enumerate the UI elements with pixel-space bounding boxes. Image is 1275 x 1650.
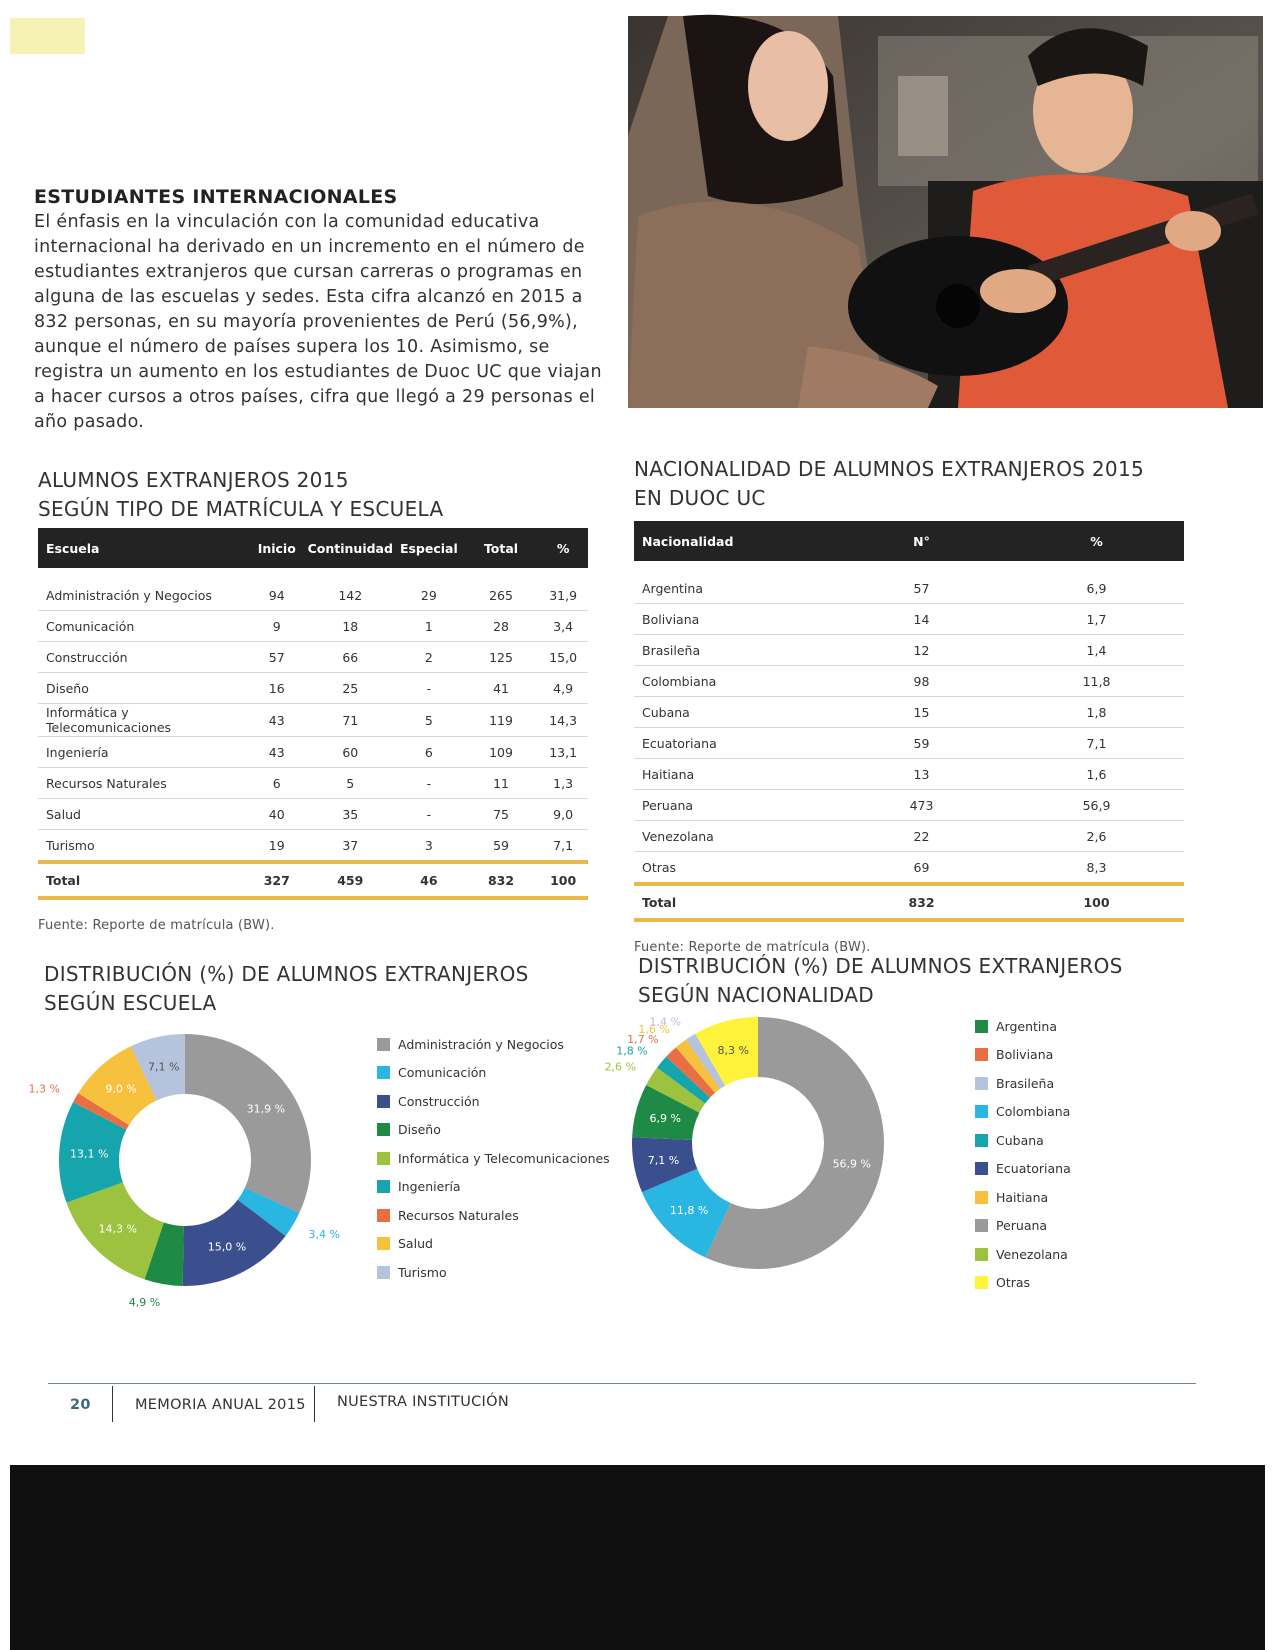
legend-swatch (975, 1105, 988, 1118)
legend-swatch (975, 1162, 988, 1175)
table1-value-cell: 6 (394, 737, 464, 768)
nationality-donut-chart (604, 1010, 940, 1300)
legend-swatch (377, 1266, 390, 1279)
intro-line: aunque el número de países supera los 10. Asimismo, se (34, 337, 550, 357)
legend-label: Otras (996, 1275, 1031, 1291)
table2-row (634, 759, 1184, 790)
table2-value-cell: 1,7 (1009, 604, 1184, 635)
table2-value-cell: 13 (834, 759, 1009, 790)
legend-label: Construcción (398, 1093, 480, 1109)
table2-total-row (634, 884, 1184, 920)
table2-total-cell: Total (634, 884, 834, 920)
table1-title-line2: SEGÚN TIPO DE MATRÍCULA Y ESCUELA (38, 497, 444, 521)
legend-label: Ingeniería (398, 1179, 461, 1195)
table2-value-cell: 1,8 (1009, 697, 1184, 728)
footer-divider (314, 1386, 315, 1422)
legend-swatch (975, 1048, 988, 1061)
table1-row (38, 642, 588, 673)
table1-value-cell: 31,9 (538, 580, 588, 611)
legend-item (377, 1030, 610, 1059)
table1-total-cell: 100 (538, 862, 588, 898)
legend-item (975, 1069, 1071, 1098)
table1-value-cell: 5 (307, 768, 394, 799)
table1-value-cell: 13,1 (538, 737, 588, 768)
table1-header-cell: Escuela (38, 528, 247, 568)
intro-line: 832 personas, en su mayoría provenientes de Perú (56,9%), (34, 312, 579, 332)
legend-label: Venezolana (996, 1246, 1068, 1262)
donut-data-label: 15,0 % (207, 1240, 247, 1254)
intro-line: El énfasis en la vinculación con la comunidad educativa (34, 212, 540, 232)
legend-swatch (377, 1152, 390, 1165)
sticky-note (10, 18, 85, 54)
legend-swatch (377, 1237, 390, 1250)
donut-data-label: 2,6 % (604, 1060, 637, 1074)
table2-value-cell: 6,9 (1009, 573, 1184, 604)
table1-header-cell: Inicio (247, 528, 307, 568)
table2-value-cell: 473 (834, 790, 1009, 821)
table2-row (634, 604, 1184, 635)
table1-value-cell: 43 (247, 737, 307, 768)
table2-row (634, 790, 1184, 821)
table2-label-cell: Colombiana (634, 666, 834, 697)
legend-label: Boliviana (996, 1047, 1054, 1063)
table2-label-cell: Venezolana (634, 821, 834, 852)
legend-swatch (377, 1123, 390, 1136)
table1-value-cell: 2 (394, 642, 464, 673)
table1-total-cell: 832 (464, 862, 538, 898)
legend-label: Cubana (996, 1132, 1044, 1148)
table2-value-cell: 1,4 (1009, 635, 1184, 666)
students-photo (628, 16, 1263, 408)
scan-background (10, 1465, 1265, 1650)
legend-label: Brasileña (996, 1075, 1055, 1091)
legend-swatch (975, 1248, 988, 1261)
table1-label-cell: Construcción (38, 642, 247, 673)
table1-value-cell: 37 (307, 830, 394, 863)
table1-value-cell: 66 (307, 642, 394, 673)
legend-item (975, 1012, 1071, 1041)
table2-row (634, 573, 1184, 604)
table1-label-cell: Ingeniería (38, 737, 247, 768)
table1-value-cell: 1,3 (538, 768, 588, 799)
legend-item (975, 1126, 1071, 1155)
donut-data-label: 1,3 % (28, 1082, 60, 1096)
table2-title-line1: NACIONALIDAD DE ALUMNOS EXTRANJEROS 2015 (634, 457, 1144, 481)
table2-value-cell: 7,1 (1009, 728, 1184, 759)
intro-line: alguna de las escuelas y sedes. Esta cifra alcanzó en 2015 a (34, 287, 583, 307)
table1-value-cell: 60 (307, 737, 394, 768)
legend-swatch (377, 1180, 390, 1193)
donut-data-label: 7,1 % (148, 1060, 180, 1074)
legend-item (377, 1144, 610, 1173)
table1-value-cell: - (394, 799, 464, 830)
table2-value-cell: 12 (834, 635, 1009, 666)
table2-source: Fuente: Reporte de matrícula (BW). (634, 940, 871, 955)
section-title: ESTUDIANTES INTERNACIONALES (34, 186, 398, 208)
legend-swatch (975, 1276, 988, 1289)
table1-total-row (38, 862, 588, 898)
table1-value-cell: - (394, 673, 464, 704)
table2-row (634, 728, 1184, 759)
legend-swatch (377, 1095, 390, 1108)
footer-report-title: MEMORIA ANUAL 2015 (135, 1397, 306, 1413)
donut-data-label: 31,9 % (246, 1102, 286, 1116)
table2-value-cell: 98 (834, 666, 1009, 697)
donut-data-label: 1,8 % (616, 1044, 648, 1058)
table1-value-cell: 265 (464, 580, 538, 611)
table1-title (38, 466, 443, 524)
table1-value-cell: 3 (394, 830, 464, 863)
table1-label-cell: Turismo (38, 830, 247, 863)
table1-total-cell: 46 (394, 862, 464, 898)
legend-item (975, 1240, 1071, 1269)
legend-label: Ecuatoriana (996, 1161, 1071, 1177)
legend-item (377, 1201, 610, 1230)
table1-label-cell: Comunicación (38, 611, 247, 642)
table2-value-cell: 1,6 (1009, 759, 1184, 790)
table1-value-cell: 18 (307, 611, 394, 642)
legend-label: Colombiana (996, 1104, 1071, 1120)
donut-data-label: 9,0 % (105, 1082, 137, 1096)
table1-row (38, 830, 588, 863)
table1-header-cell: Continuidad (307, 528, 394, 568)
table1-total-cell: Total (38, 862, 247, 898)
footer-rule (48, 1383, 1196, 1384)
table2-label-cell: Brasileña (634, 635, 834, 666)
table1-value-cell: 15,0 (538, 642, 588, 673)
legend-item (377, 1116, 610, 1145)
table1-row (38, 768, 588, 799)
table1-value-cell: 109 (464, 737, 538, 768)
table1-value-cell: 16 (247, 673, 307, 704)
table1-grid (38, 528, 588, 900)
table1-value-cell: 40 (247, 799, 307, 830)
legend-label: Informática y Telecomunicaciones (398, 1150, 610, 1166)
table2-total-cell: 100 (1009, 884, 1184, 920)
table1-value-cell: 9 (247, 611, 307, 642)
donut-data-label: 56,9 % (832, 1157, 872, 1171)
legend-swatch (975, 1077, 988, 1090)
table2-row (634, 821, 1184, 852)
table1-total-cell: 327 (247, 862, 307, 898)
chart2-title (638, 952, 1123, 1010)
table2-row (634, 635, 1184, 666)
intro-line: internacional ha derivado en un incremento en el número de (34, 237, 585, 257)
donut-data-label: 8,3 % (717, 1044, 750, 1058)
donut-data-label: 6,9 % (649, 1112, 682, 1126)
donut-data-label: 4,9 % (128, 1295, 161, 1309)
table1-row (38, 799, 588, 830)
table1-header-cell: Especial (394, 528, 464, 568)
table1 (38, 528, 588, 933)
footer-divider (112, 1386, 113, 1422)
legend-swatch (377, 1209, 390, 1222)
legend-item (975, 1269, 1071, 1298)
nationality-legend (975, 1012, 1071, 1297)
intro-line: estudiantes extranjeros que cursan carreras o programas en (34, 262, 583, 282)
donut-data-label: 7,1 % (647, 1153, 680, 1167)
table1-value-cell: - (394, 768, 464, 799)
table1-value-cell: 28 (464, 611, 538, 642)
donut-data-label: 1,4 % (649, 1015, 681, 1029)
donut-data-label: 13,1 % (69, 1147, 109, 1161)
table2-label-cell: Cubana (634, 697, 834, 728)
table2-header-row (634, 521, 1184, 561)
table2-label-cell: Otras (634, 852, 834, 885)
table2-grid (634, 521, 1184, 922)
table1-value-cell: 125 (464, 642, 538, 673)
legend-item (377, 1087, 610, 1116)
table2-row (634, 697, 1184, 728)
table2-label-cell: Peruana (634, 790, 834, 821)
table1-value-cell: 57 (247, 642, 307, 673)
table1-value-cell: 4,9 (538, 673, 588, 704)
table2-label-cell: Haitiana (634, 759, 834, 790)
table1-total-cell: 459 (307, 862, 394, 898)
table1-value-cell: 25 (307, 673, 394, 704)
school-legend (377, 1030, 610, 1287)
table2-value-cell: 59 (834, 728, 1009, 759)
donut-data-label: 14,3 % (98, 1222, 137, 1236)
legend-swatch (975, 1191, 988, 1204)
donut-data-label: 11,8 % (669, 1203, 709, 1217)
table2-header-cell: % (1009, 521, 1184, 561)
table2-value-cell: 69 (834, 852, 1009, 885)
table2-value-cell: 2,6 (1009, 821, 1184, 852)
table2-label-cell: Boliviana (634, 604, 834, 635)
table1-header-row (38, 528, 588, 568)
table1-title-line1: ALUMNOS EXTRANJEROS 2015 (38, 468, 349, 492)
legend-item (975, 1098, 1071, 1127)
table1-row (38, 704, 588, 737)
intro-paragraph (34, 210, 604, 435)
table1-header-cell: % (538, 528, 588, 568)
table1-value-cell: 6 (247, 768, 307, 799)
footer-section-title: NUESTRA INSTITUCIÓN (337, 1394, 509, 1410)
table1-value-cell: 41 (464, 673, 538, 704)
legend-label: Diseño (398, 1122, 441, 1138)
students-photo-illustration (628, 16, 1263, 408)
legend-label: Argentina (996, 1018, 1057, 1034)
legend-item (975, 1155, 1071, 1184)
table1-row (38, 611, 588, 642)
table1-label-cell: Diseño (38, 673, 247, 704)
donut-data-label: 1,7 % (627, 1032, 659, 1046)
table1-label-cell: Administración y Negocios (38, 580, 247, 611)
legend-item (975, 1183, 1071, 1212)
legend-label: Turismo (398, 1264, 447, 1280)
legend-item (377, 1230, 610, 1259)
legend-label: Administración y Negocios (398, 1036, 564, 1052)
table2-title-line2: EN DUOC UC (634, 486, 766, 510)
school-donut-chart (28, 1020, 360, 1309)
table2-header-cell: Nacionalidad (634, 521, 834, 561)
donut-data-label: 1,6 % (638, 1023, 670, 1037)
page-number: 20 (70, 1397, 91, 1413)
table2-row (634, 852, 1184, 885)
table2-value-cell: 15 (834, 697, 1009, 728)
table1-value-cell: 3,4 (538, 611, 588, 642)
table1-value-cell: 9,0 (538, 799, 588, 830)
table2-header-cell: N° (834, 521, 1009, 561)
legend-swatch (975, 1219, 988, 1232)
chart1-title-line1: DISTRIBUCIÓN (%) DE ALUMNOS EXTRANJEROS (44, 962, 529, 986)
legend-swatch (975, 1020, 988, 1033)
intro-line: a hacer cursos a otros países, cifra que llegó a 29 personas el (34, 387, 596, 407)
table1-value-cell: 1 (394, 611, 464, 642)
legend-label: Recursos Naturales (398, 1207, 519, 1223)
chart2-title-line1: DISTRIBUCIÓN (%) DE ALUMNOS EXTRANJEROS (638, 954, 1123, 978)
intro-line: año pasado. (34, 412, 145, 432)
table1-row (38, 580, 588, 611)
legend-label: Salud (398, 1236, 433, 1252)
table1-value-cell: 5 (394, 704, 464, 737)
table1-header-cell: Total (464, 528, 538, 568)
table2-value-cell: 11,8 (1009, 666, 1184, 697)
table2-total-cell: 832 (834, 884, 1009, 920)
table1-row (38, 737, 588, 768)
table2-value-cell: 14 (834, 604, 1009, 635)
table1-value-cell: 94 (247, 580, 307, 611)
table1-label-cell: Informática y Telecomunicaciones (38, 704, 247, 737)
legend-item (377, 1059, 610, 1088)
table1-value-cell: 59 (464, 830, 538, 863)
table2-value-cell: 57 (834, 573, 1009, 604)
table1-source: Fuente: Reporte de matrícula (BW). (38, 918, 275, 933)
table2-value-cell: 56,9 (1009, 790, 1184, 821)
table1-value-cell: 29 (394, 580, 464, 611)
legend-label: Peruana (996, 1218, 1048, 1234)
legend-swatch (377, 1066, 390, 1079)
table2-value-cell: 8,3 (1009, 852, 1184, 885)
legend-item (377, 1258, 610, 1287)
intro-line: registra un aumento en los estudiantes de Duoc UC que viajan (34, 362, 602, 382)
legend-item (975, 1041, 1071, 1070)
legend-label: Haitiana (996, 1189, 1049, 1205)
table1-value-cell: 11 (464, 768, 538, 799)
table2-row (634, 666, 1184, 697)
table2-title (634, 455, 1144, 513)
table1-value-cell: 19 (247, 830, 307, 863)
donut-data-label: 3,4 % (308, 1228, 340, 1242)
legend-item (377, 1173, 610, 1202)
table2-label-cell: Argentina (634, 573, 834, 604)
table1-value-cell: 14,3 (538, 704, 588, 737)
table2-label-cell: Ecuatoriana (634, 728, 834, 759)
table1-label-cell: Salud (38, 799, 247, 830)
table1-value-cell: 71 (307, 704, 394, 737)
table1-label-cell: Recursos Naturales (38, 768, 247, 799)
chart2-title-line2: SEGÚN NACIONALIDAD (638, 983, 874, 1007)
table1-value-cell: 75 (464, 799, 538, 830)
donut-slice (185, 1034, 311, 1213)
table1-row (38, 673, 588, 704)
legend-label: Comunicación (398, 1065, 487, 1081)
chart1-title (44, 960, 529, 1018)
table2-value-cell: 22 (834, 821, 1009, 852)
table1-value-cell: 7,1 (538, 830, 588, 863)
legend-swatch (975, 1134, 988, 1147)
table1-value-cell: 142 (307, 580, 394, 611)
table1-value-cell: 35 (307, 799, 394, 830)
legend-swatch (377, 1038, 390, 1051)
chart1-title-line2: SEGÚN ESCUELA (44, 991, 217, 1015)
table1-value-cell: 119 (464, 704, 538, 737)
table1-value-cell: 43 (247, 704, 307, 737)
legend-item (975, 1212, 1071, 1241)
table2 (634, 521, 1184, 955)
